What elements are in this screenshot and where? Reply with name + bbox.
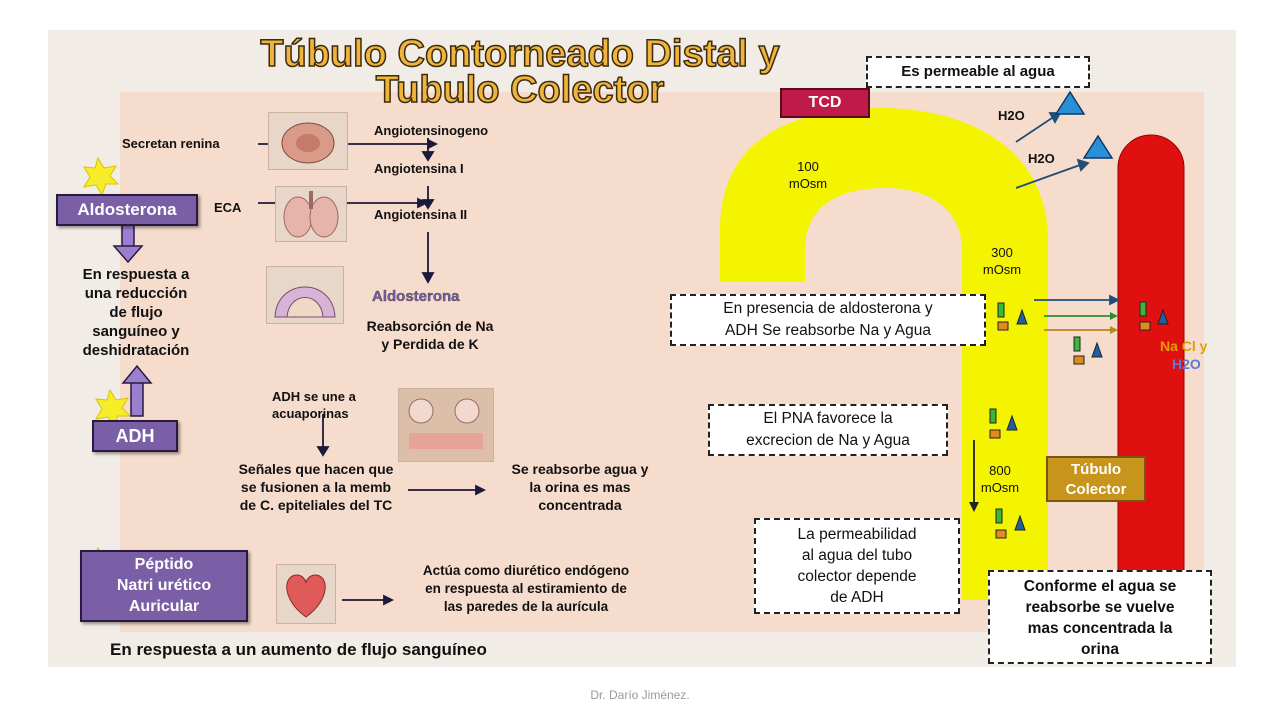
conforme-box: Conforme el agua se reabsorbe se vuelve mas concentrada la orina (988, 570, 1212, 664)
title-line-2: Tubulo Colector (375, 69, 665, 111)
aldosterona-center-label: Aldosterona (372, 288, 460, 305)
angiotensina-1-label: Angiotensina I (374, 161, 464, 176)
angiotensina-2-label: Angiotensina II (374, 207, 468, 222)
title-line-1: Túbulo Contorneado Distal y (260, 33, 780, 75)
secretan-renina-label: Secretan renina (122, 136, 220, 151)
adh-box: ADH (92, 420, 178, 452)
angiotensinogeno-label: Angiotensinogeno (374, 123, 489, 138)
arrow-down-aldosterona (122, 225, 134, 247)
lungs-image (275, 186, 347, 242)
osm-300-label: 300 mOsm (982, 245, 1022, 277)
se-reabsorbe-text: Se reabsorbe agua y la orina es mas concentrada (511, 461, 649, 513)
reabsorcion-text: Reabsorción de Na y Perdida de K (366, 318, 494, 352)
adh-une-text: ADH se une a acuaporinas (272, 389, 356, 421)
h2o-label-2: H2O (1028, 151, 1055, 166)
respuesta-text: En respuesta a una reducción de flujo sanguíneo y deshidratación (82, 266, 190, 359)
aquaporin-image (398, 388, 494, 462)
h2o-label-1: H2O (998, 108, 1025, 123)
kidney-image (268, 112, 348, 170)
pna-box: El PNA favorece la excrecion de Na y Agua (708, 404, 948, 456)
bottom-caption: En respuesta a un aumento de flujo sanguíneo (110, 640, 487, 659)
peptido-box: Péptido Natri urético Auricular (80, 550, 248, 622)
star-icon-1 (84, 158, 118, 195)
heart-image (276, 564, 336, 624)
tcd-label: TCD (780, 88, 870, 118)
footer-credit: Dr. Darío Jiménez. (590, 688, 690, 702)
aldosterona-box: Aldosterona (56, 194, 198, 226)
h2o-label-3: H2O (1172, 356, 1201, 372)
adrenal-image (266, 266, 344, 324)
eca-label: ECA (214, 200, 242, 215)
water-triangle-icon-2 (1084, 136, 1112, 158)
permeable-box: Es permeable al agua (866, 56, 1090, 88)
water-triangle-icon-1 (1056, 92, 1084, 114)
osm-100-label: 100 mOsm (788, 159, 828, 191)
senales-text: Señales que hacen que se fusionen a la memb de C. epiteliales del TC (238, 461, 394, 513)
arrow-up-adh (131, 382, 143, 416)
tubulo-colector-label: Túbulo Colector (1046, 456, 1146, 502)
presencia-box: En presencia de aldosterona y ADH Se reabsorbe Na y Agua (670, 294, 986, 346)
na-cl-label: Na Cl y (1160, 338, 1208, 354)
actua-text: Actúa como diurético endógeno en respuesta al estiramiento de las paredes de la aurícula (422, 563, 630, 614)
permeabilidad-box: La permeabilidad al agua del tubo colector depende de ADH (754, 518, 960, 614)
osm-800-label: 800 mOsm (980, 463, 1020, 495)
